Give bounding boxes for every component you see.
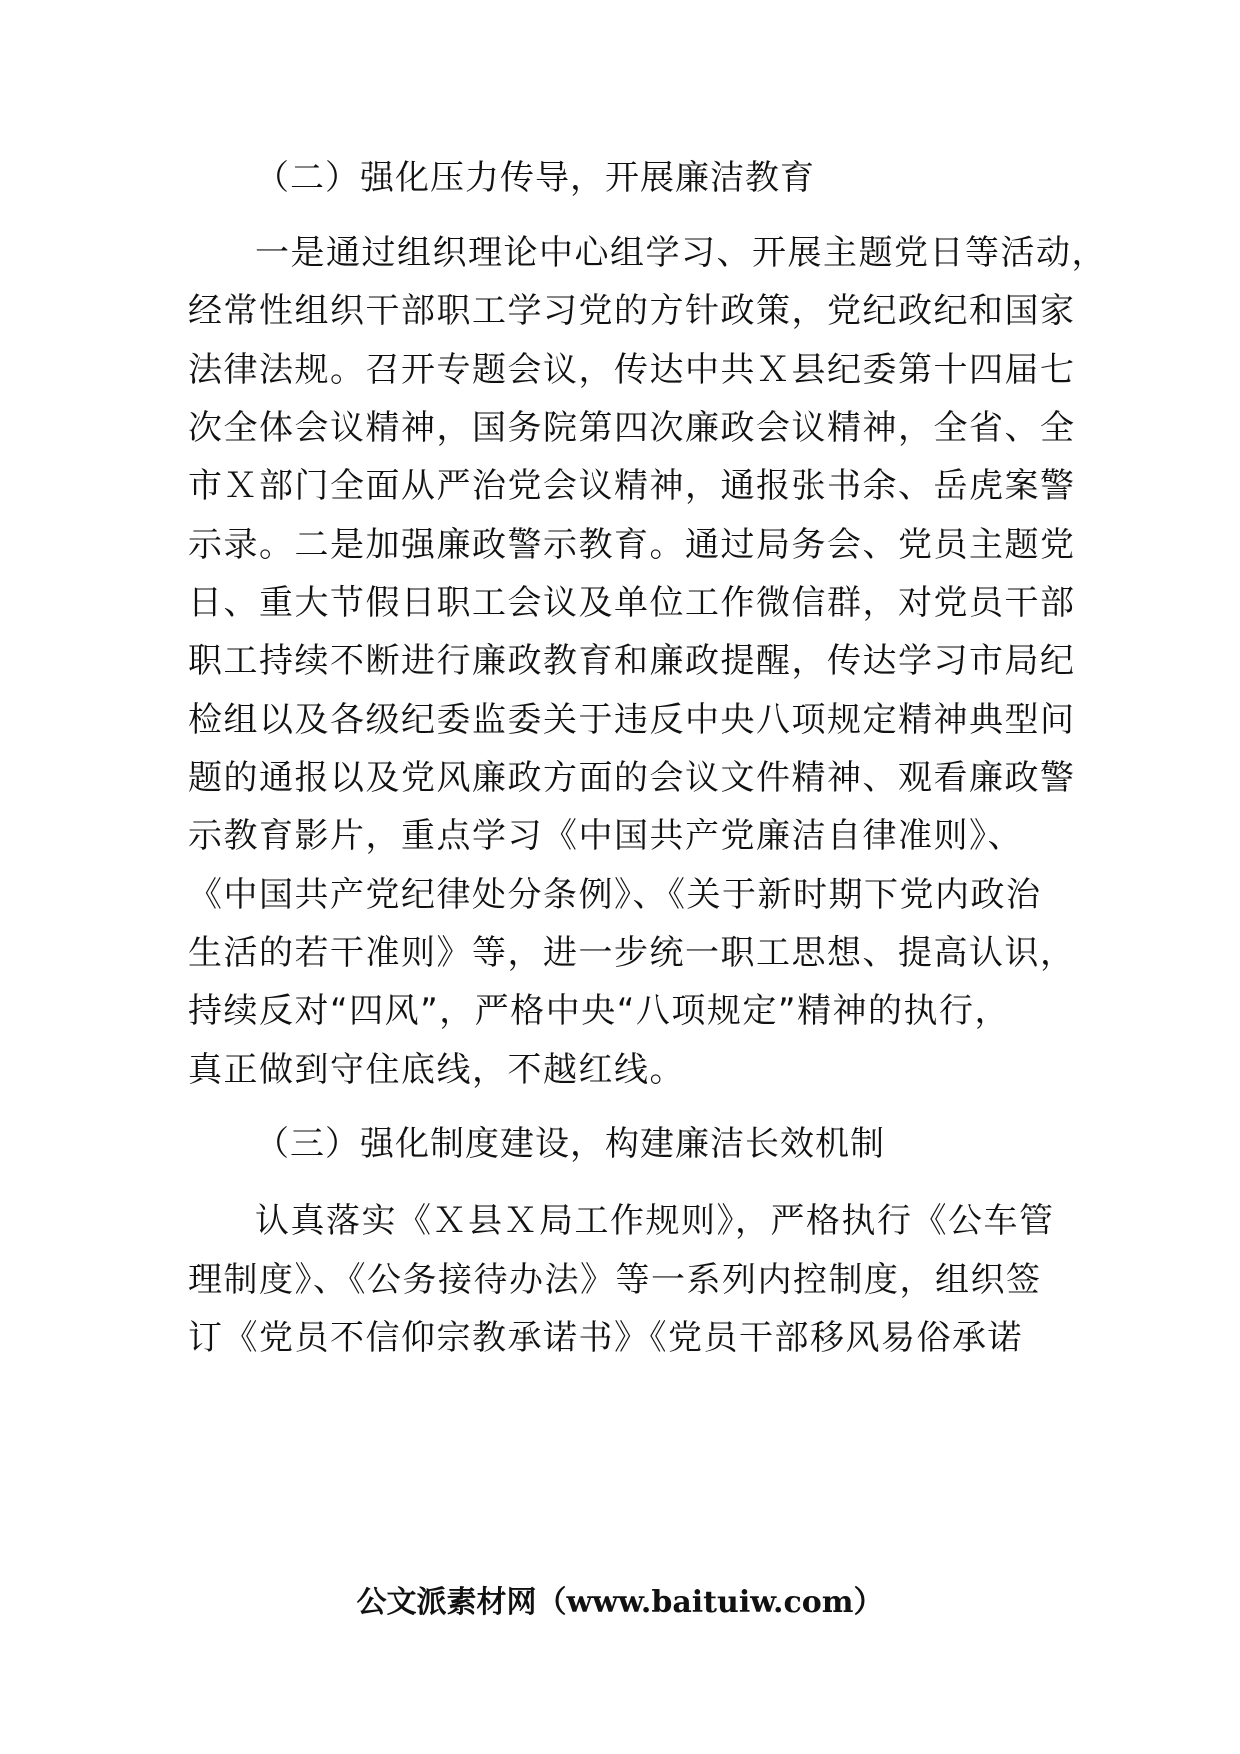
paragraph-line: 次全体会议精神，国务院第四次廉政会议精神，全省、全 [188, 408, 1076, 448]
paragraph-line: 认真落实《Ｘ县Ｘ局工作规则》，严格执行《公车管 [255, 1201, 1055, 1241]
section-heading-3: （三）强化制度建设，构建廉洁长效机制 [255, 1124, 885, 1164]
paragraph-line: 题的通报以及党风廉政方面的会议文件精神、观看廉政警 [188, 758, 1076, 798]
paragraph-line: 生活的若干准则》等，进一步统一职工思想、提高认识， [188, 933, 1076, 973]
paragraph-line: 日、重大节假日职工会议及单位工作微信群，对党员干部 [188, 583, 1076, 623]
paragraph-line: 法律法规。召开专题会议，传达中共Ｘ县纪委第十四届七 [188, 350, 1076, 390]
footer-watermark: 公文派素材网（www.baituiw.com） [356, 1585, 884, 1620]
paragraph-line: 《中国共产党纪律处分条例》、《关于新时期下党内政治 [188, 875, 1042, 915]
paragraph-line: 理制度》、《公务接待办法》等一系列内控制度，组织签 [188, 1260, 1042, 1300]
paragraph-line: 真正做到守住底线，不越红线。 [188, 1050, 685, 1090]
paragraph-line: 示教育影片，重点学习《中国共产党廉洁自律准则》、 [188, 816, 1023, 856]
section-heading-2: （二）强化压力传导，开展廉洁教育 [255, 158, 815, 198]
paragraph-line: 一是通过组织理论中心组学习、开展主题党日等活动， [255, 233, 1107, 273]
paragraph-line: 职工持续不断进行廉政教育和廉政提醒，传达学习市局纪 [188, 641, 1076, 681]
paragraph-line: 订《党员不信仰宗教承诺书》《党员干部移风易俗承诺 [188, 1318, 1023, 1358]
paragraph-line: 持续反对“四风”，严格中央“八项规定”精神的执行， [188, 991, 1010, 1031]
paragraph-line: 市Ｘ部门全面从严治党会议精神，通报张书余、岳虎案警 [188, 466, 1076, 506]
paragraph-line: 检组以及各级纪委监委关于违反中央八项规定精神典型问 [188, 700, 1076, 740]
paragraph-line: 经常性组织干部职工学习党的方针政策，党纪政纪和国家 [188, 291, 1076, 331]
paragraph-line: 示录。二是加强廉政警示教育。通过局务会、党员主题党 [188, 525, 1076, 565]
